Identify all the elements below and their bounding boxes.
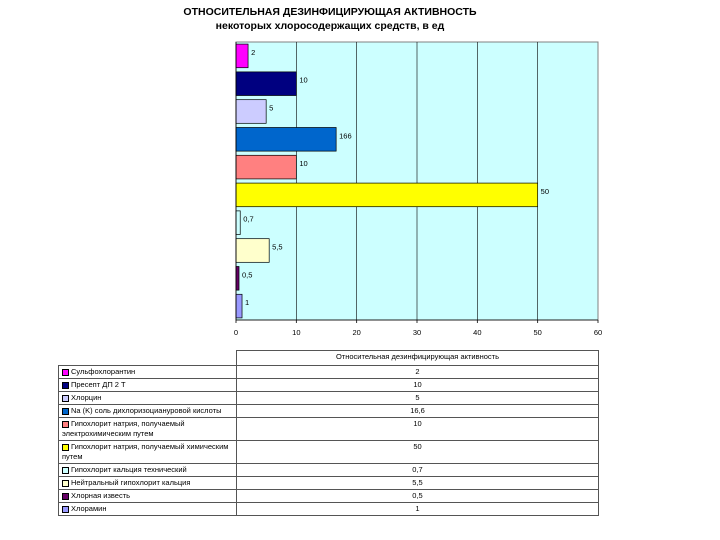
table-row bbox=[59, 503, 599, 516]
legend-swatch bbox=[62, 480, 69, 487]
table-value: 10 bbox=[237, 379, 599, 392]
legend-label: Хлорамин bbox=[71, 504, 107, 513]
data-label: 5,5 bbox=[272, 242, 283, 252]
table-row bbox=[59, 490, 599, 503]
data-label: 1 bbox=[245, 298, 250, 308]
legend-swatch bbox=[62, 382, 69, 389]
legend-entry bbox=[59, 366, 237, 379]
bar-8 bbox=[236, 239, 269, 263]
legend-entry bbox=[59, 464, 237, 477]
table-value: 2 bbox=[237, 366, 599, 379]
legend-swatch bbox=[62, 493, 69, 500]
x-tick-label: 30 bbox=[412, 328, 422, 337]
legend-label: Хлорная известь bbox=[71, 491, 131, 500]
chart-subtitle: некоторых хлоросодержащих средств, в ед bbox=[215, 20, 445, 32]
table-value: 10 bbox=[237, 418, 599, 441]
data-label: 0,7 bbox=[243, 214, 254, 224]
table-row bbox=[59, 379, 599, 392]
legend-label: Нейтральный гипохлорит кальция bbox=[71, 478, 191, 487]
legend-label: Гипохлорит кальция технический bbox=[71, 465, 187, 474]
bar-6 bbox=[236, 183, 538, 207]
table-corner bbox=[59, 351, 237, 366]
bar-10 bbox=[236, 294, 242, 318]
legend-swatch bbox=[62, 369, 69, 376]
data-label: 10 bbox=[299, 75, 308, 85]
table-row bbox=[59, 477, 599, 490]
legend-entry bbox=[59, 477, 237, 490]
x-tick-label: 50 bbox=[533, 328, 542, 337]
legend-entry bbox=[59, 441, 237, 464]
legend-label: Гипохлорит натрия, получаемый химическим путем bbox=[62, 442, 229, 461]
table-row bbox=[59, 464, 599, 477]
legend-entry bbox=[59, 490, 237, 503]
table-value: 50 bbox=[237, 441, 599, 464]
table-value: 0,5 bbox=[237, 490, 599, 503]
x-tick-label: 20 bbox=[352, 328, 361, 337]
legend-label: Сульфохлорантин bbox=[71, 367, 136, 376]
table-row bbox=[59, 418, 599, 441]
legend-label: Na (K) соль дихлоризоциануровой кислоты bbox=[71, 406, 222, 415]
table-value: 1 bbox=[237, 503, 599, 516]
legend-entry bbox=[59, 418, 237, 441]
legend-label: Гипохлорит натрия, получаемый электрохимическим путем bbox=[62, 419, 185, 438]
data-label: 10 bbox=[299, 159, 308, 169]
x-tick-label: 60 bbox=[593, 328, 603, 337]
bar-5 bbox=[236, 155, 296, 179]
table-value: 5,5 bbox=[237, 477, 599, 490]
legend-swatch bbox=[62, 506, 69, 513]
legend-swatch bbox=[62, 467, 69, 474]
legend-label: Хлорцин bbox=[71, 393, 102, 402]
table-row bbox=[59, 366, 599, 379]
legend-entry bbox=[59, 405, 237, 418]
bar-7 bbox=[236, 211, 240, 235]
data-label: 5 bbox=[269, 103, 274, 113]
table-header-row bbox=[59, 351, 599, 366]
x-tick-label: 0 bbox=[233, 328, 239, 337]
data-table bbox=[58, 350, 599, 516]
data-label: 166 bbox=[339, 131, 352, 141]
legend-swatch bbox=[62, 408, 69, 415]
data-label: 0,5 bbox=[242, 270, 253, 280]
bar-4 bbox=[236, 127, 336, 151]
bar-3 bbox=[236, 100, 266, 124]
data-label: 50 bbox=[540, 186, 550, 196]
legend-entry bbox=[59, 392, 237, 405]
x-tick-label: 10 bbox=[292, 328, 301, 337]
table-row bbox=[59, 441, 599, 464]
bar-9 bbox=[236, 266, 239, 290]
legend-entry bbox=[59, 379, 237, 392]
table-row bbox=[59, 405, 599, 418]
series-header: Относительная дезинфицирующая активность bbox=[237, 351, 599, 366]
legend-swatch bbox=[62, 444, 69, 451]
legend-label: Пресепт ДП 2 Т bbox=[71, 380, 126, 389]
data-label: 2 bbox=[251, 47, 256, 57]
table-value: 0,7 bbox=[237, 464, 599, 477]
bar-1 bbox=[236, 44, 248, 68]
table-row bbox=[59, 392, 599, 405]
legend-swatch bbox=[62, 395, 69, 402]
table-value: 16,6 bbox=[237, 405, 599, 418]
table-value: 5 bbox=[237, 392, 599, 405]
x-tick-label: 40 bbox=[473, 328, 482, 337]
legend-entry bbox=[59, 503, 237, 516]
chart-title: ОТНОСИТЕЛЬНАЯ ДЕЗИНФИЦИРУЮЩАЯ АКТИВНОСТЬ bbox=[183, 6, 477, 18]
bar-2 bbox=[236, 72, 296, 96]
legend-swatch bbox=[62, 421, 69, 428]
